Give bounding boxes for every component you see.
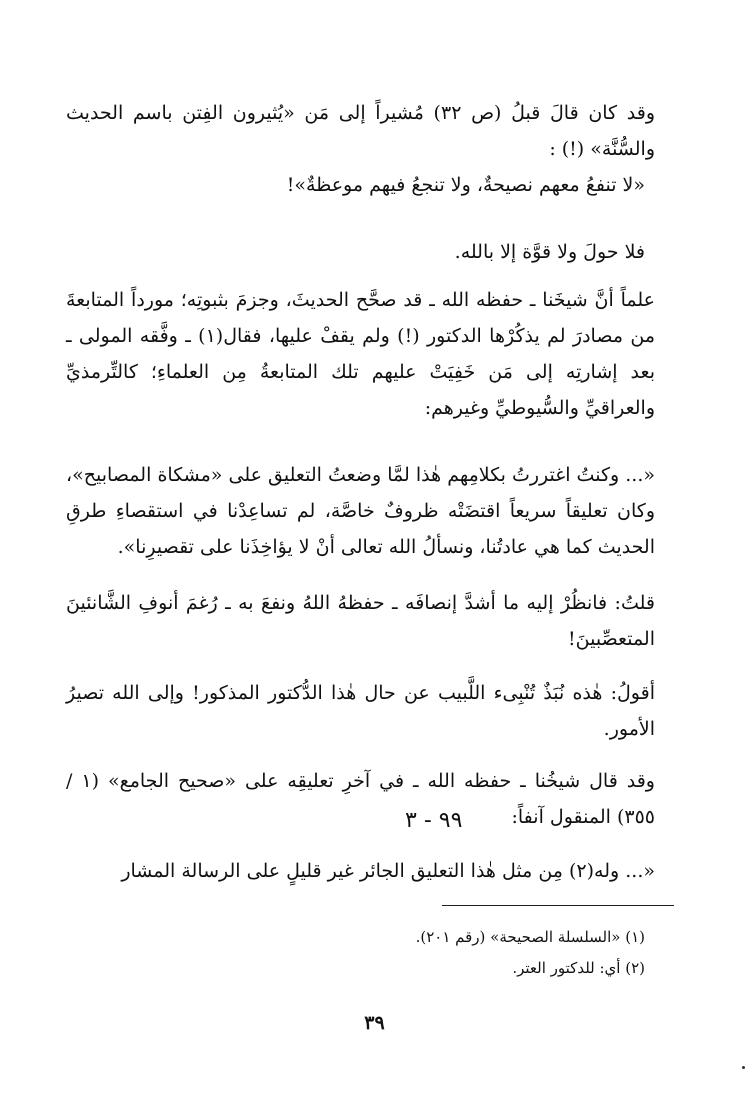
page-number: ٣٩ [364, 1012, 385, 1034]
quote-line: «لا تنفعُ معهم نصيحةٌ، ولا تنجعُ فيهم موعظةٌ»! [286, 174, 645, 196]
exclamation-line: فلا حولَ ولا قوَّة إلا بالله. [454, 241, 645, 263]
paragraph-1: وقد كان قالَ قبلُ (ص ٣٢) مُشيراً إلى مَن «يُثيرون الفِتن باسم الحديث والسُّنَّة» (!) : [66, 102, 655, 160]
paragraph-6: «... وله(٢) مِن مثل هٰذا التعليق الجائر غير قليلٍ على الرسالة المشار [121, 860, 655, 882]
footnote-1: (١) «السلسلة الصحيحة» (رقم ٢٠١). [415, 928, 645, 946]
handwritten-note: ٩٩ - ٣ [405, 808, 463, 833]
scan-speck [742, 1066, 745, 1069]
paragraph-3: قلتُ: فانظُرْ إليه ما أشدَّ إنصافَه ـ حفظهُ اللهُ ونفعَ به ـ رُغمَ أنوفِ الشَّانئينَ المتعصِّبينَ! [66, 592, 655, 650]
paragraph-2: علماً أنَّ شيخَنا ـ حفظه الله ـ قد صحَّح الحديثَ، وجزمَ بثبوتِه؛ مورداً المتابعةَ من مصادرَ لم يذكُرْها الدكتور (!) ولم يقفْ عليها، فقال(١) ـ وفَّقه المولى ـ بعد إشارتِه إلى مَن خَفِيَتْ عليهم تلك المتابعةُ مِن العلماءِ؛ كالتِّرمذيِّ والعراقيِّ والسُّيوطيِّ وغيرهم: [66, 289, 655, 419]
quote-paragraph: «... وكنتُ اغتررتُ بكلامِهم هٰذا لمَّا وضعتُ التعليق على «مشكاة المصابيح»، وكان تعليقاً سريعاً اقتضَتْه ظروفٌ خاصَّة، لم تساعِدْنا في استقصاءِ طرقِ الحديث كما هي عادتُنا، ونسألُ الله تعالى أنْ لا يؤاخِذَنا على تقصيرِنا». [66, 464, 655, 558]
paragraph-4: أقولُ: هٰذه نُبَذٌ تُنْبِىء اللَّبيب عن حال هٰذا الدُّكتور المذكور! وإلى الله تصيرُ الأمور. [66, 682, 655, 740]
footnote-divider [442, 905, 674, 906]
footnote-2: (٢) أي: للدكتور العتر. [512, 959, 645, 977]
paragraph-5: وقد قال شيخُنا ـ حفظه الله ـ في آخرِ تعليقِه على «صحيح الجامع» (١ / ٣٥٥) المنقول آنفاً: [66, 770, 655, 828]
